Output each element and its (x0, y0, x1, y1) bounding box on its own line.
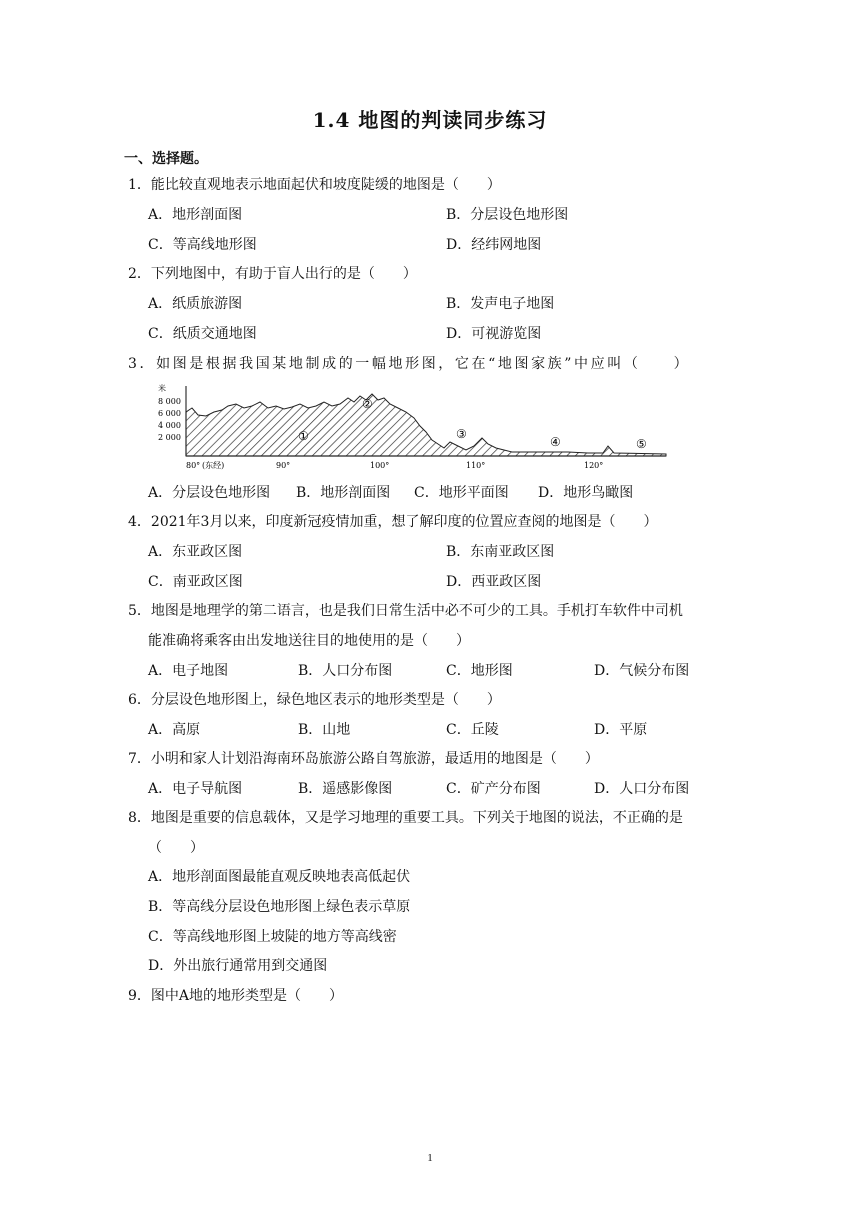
q5-option-a: A．电子地图 (148, 663, 229, 679)
q6-option-a: A．高原 (148, 722, 201, 738)
q8-option-a: A．地形剖面图最能直观反映地表高低起伏 (148, 869, 411, 885)
q7-option-a: A．电子导航图 (148, 781, 243, 797)
question-9-stem: 9．图中A地的地形类型是（ ） (128, 988, 344, 1004)
q4-option-d: D．西亚政区图 (446, 574, 542, 590)
q5-option-b: B．人口分布图 (298, 663, 393, 679)
q6-option-d: D．平原 (594, 722, 648, 738)
q7-option-d: D．人口分布图 (594, 781, 690, 797)
page-title: 1.4 地图的判读同步练习 (312, 108, 548, 132)
q6-option-b: B．山地 (298, 722, 351, 738)
y-tick-2000: 2 000 (158, 433, 181, 442)
question-7-stem: 7．小明和家人计划沿海南环岛旅游公路自驾旅游，最适用的地图是（ ） (128, 751, 599, 767)
terrain-profile-area (186, 394, 666, 456)
q4-option-b: B．东南亚政区图 (446, 544, 555, 560)
question-4-stem: 4．2021年3月以来，印度新冠疫情加重，想了解印度的位置应查阅的地图是（ ） (128, 514, 658, 530)
q5-option-d: D．气候分布图 (594, 663, 690, 679)
x-tick-80: 80° (186, 461, 201, 470)
question-8-stem-line-2: （ ） (148, 840, 204, 856)
x-tick-100: 100° (370, 461, 390, 470)
circle-label-5: ⑤ (636, 437, 647, 451)
y-unit-label: 米 (158, 384, 166, 393)
q2-option-c: C．纸质交通地图 (148, 326, 257, 342)
q2-option-a: A．纸质旅游图 (148, 296, 243, 312)
q3-option-c: C．地形平面图 (414, 485, 509, 501)
q8-option-d: D．外出旅行通常用到交通图 (148, 958, 328, 974)
q3-option-d: D．地形鸟瞰图 (538, 485, 634, 501)
question-5-stem-line-1: 5．地图是地理学的第二语言，也是我们日常生活中必不可少的工具。手机打车软件中司机 (128, 603, 683, 619)
q8-option-b: B．等高线分层设色地形图上绿色表示草原 (148, 899, 411, 915)
terrain-profile-figure (148, 382, 668, 472)
q4-option-c: C．南亚政区图 (148, 574, 243, 590)
q8-option-c: C．等高线地形图上坡陡的地方等高线密 (148, 929, 397, 945)
circle-label-3: ③ (456, 427, 467, 441)
q3-option-b: B．地形剖面图 (296, 485, 391, 501)
q1-option-c: C．等高线地形图 (148, 237, 257, 253)
q5-option-c: C．地形图 (446, 663, 513, 679)
y-tick-6000: 6 000 (158, 409, 181, 418)
q1-option-a: A．地形剖面图 (148, 207, 243, 223)
question-6-stem: 6．分层设色地形图上，绿色地区表示的地形类型是（ ） (128, 692, 501, 708)
q6-option-c: C．丘陵 (446, 722, 499, 738)
page-number: 1 (427, 1152, 433, 1164)
section-heading: 一、选择题。 (124, 151, 208, 167)
y-tick-4000: 4 000 (158, 421, 181, 430)
x-tick-90: 90° (276, 461, 291, 470)
question-1-stem: 1．能比较直观地表示地面起伏和坡度陡缓的地图是（ ） (128, 177, 501, 193)
q2-option-d: D．可视游览图 (446, 326, 542, 342)
question-3-stem: 3．如图是根据我国某地制成的一幅地形图，它在“地图家族”中应叫（ ） (128, 356, 691, 372)
q7-option-b: B．遥感影像图 (298, 781, 393, 797)
q1-option-b: B．分层设色地形图 (446, 207, 569, 223)
q3-option-a: A．分层设色地形图 (148, 485, 271, 501)
question-2-stem: 2．下列地图中，有助于盲人出行的是（ ） (128, 266, 417, 282)
question-8-stem-line-1: 8．地图是重要的信息载体，又是学习地理的重要工具。下列关于地图的说法，不正确的是 (128, 810, 683, 826)
q7-option-c: C．矿产分布图 (446, 781, 541, 797)
x-left-label: (东经) (202, 461, 225, 470)
question-5-stem-line-2: 能准确将乘客由出发地送往目的地使用的是（ ） (148, 633, 470, 649)
q4-option-a: A．东亚政区图 (148, 544, 243, 560)
circle-label-4: ④ (550, 435, 561, 449)
y-tick-8000: 8 000 (158, 397, 181, 406)
circle-label-2: ② (362, 397, 373, 411)
q1-option-d: D．经纬网地图 (446, 237, 542, 253)
x-tick-110: 110° (466, 461, 486, 470)
x-tick-120: 120° (584, 461, 604, 470)
q2-option-b: B．发声电子地图 (446, 296, 555, 312)
circle-label-1: ① (298, 429, 309, 443)
